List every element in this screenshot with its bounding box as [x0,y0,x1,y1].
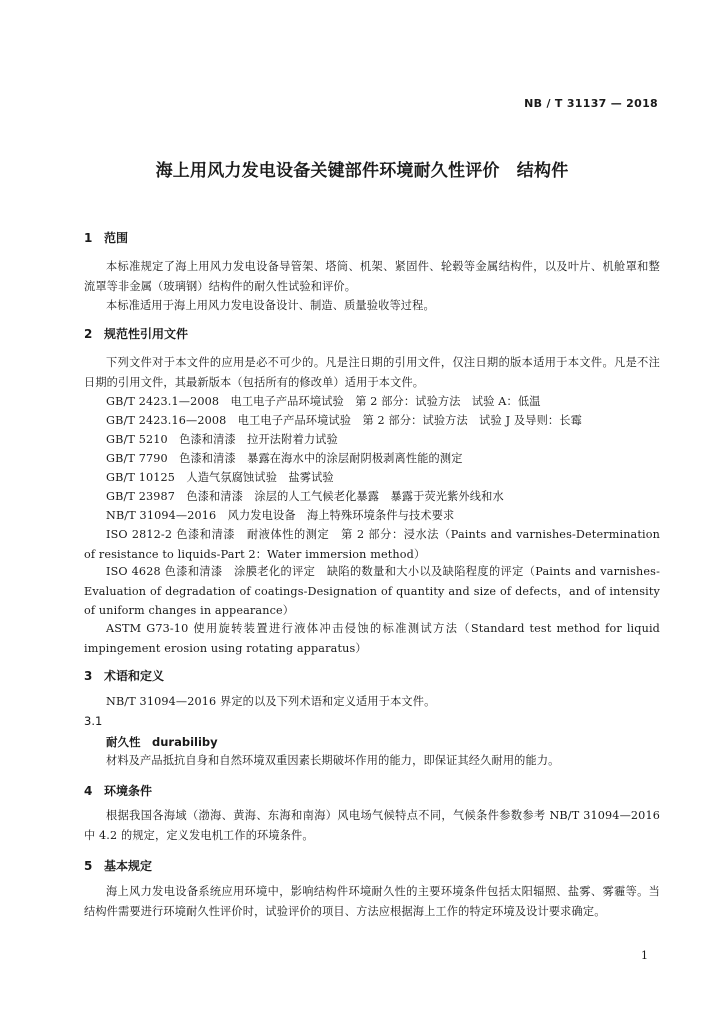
section-number: 2 [84,327,93,341]
basic-paragraph: 海上风力发电设备系统应用环境中，影响结构件环境耐久性的主要环境条件包括太阳辐照、盐雾、雾霾等。当结构件需要进行环境耐久性评价时，试验评价的项目、方法应根据海上工作的特定环境及设计要求确定。 [84,885,660,918]
normative-intro: 下列文件对于本文件的应用是必不可少的。凡是注日期的引用文件，仅注日期的版本适用于本文件。凡是不注日期的引用文件，其最新版本（包括所有的修改单）适用于本文件。 [84,356,660,389]
section-2-heading [84,325,188,342]
section-number: 5 [84,859,93,873]
section-number: 3 [84,669,93,683]
scope-paragraph-1: 本标准规定了海上用风力发电设备导管架、塔筒、机架、紧固件、轮毂等金属结构件，以及叶片、机舱罩和整流罩等非金属（玻璃钢）结构件的耐久性试验和评价。 [84,260,660,293]
section-number: 1 [84,231,93,245]
section-title: 基本规定 [104,859,153,873]
reference-item-astm-g73: ASTM G73-10 使用旋转装置进行液体冲击侵蚀的标准测试方法（Standard test method for liquid impingement erosion using rotating apparatus） [84,622,660,655]
reference-item-iso-2812: ISO 2812-2 色漆和清漆 耐液体性的测定 第 2 部分：浸水法（Paints and varnishes-Determination of resistance to liquids-Part 2：Water immersion method） [84,528,660,561]
section-title: 术语和定义 [104,669,165,683]
reference-item: GB/T 2423.1—2008 电工电子产品环境试验 第 2 部分：试验方法 试验 A：低温 [106,395,541,408]
environment-paragraph: 根据我国各海域（渤海、黄海、东海和南海）风电场气候特点不同，气候条件参数参考 NB/T 31094—2016 中 4.2 的规定，定义发电机工作的环境条件。 [84,809,660,842]
standard-code: NB / T 31137 — 2018 [524,97,658,110]
section-1-heading [84,229,128,246]
section-5-heading [84,857,152,874]
reference-item: GB/T 23987 色漆和清漆 涂层的人工气候老化暴露 暴露于荧光紫外线和水 [106,490,504,503]
reference-item: NB/T 31094—2016 风力发电设备 海上特殊环境条件与技术要求 [106,509,455,522]
reference-item-iso-4628: ISO 4628 色漆和清漆 涂膜老化的评定 缺陷的数量和大小以及缺陷程度的评定（Paints and varnishes-Evaluation of degradation of coatings-Designation of quantity and size of defects，and of intensity of uniform changes in appearance） [84,565,660,617]
term-title: 耐久性 durabiliby [106,735,218,749]
section-title: 环境条件 [104,784,153,798]
reference-item: GB/T 5210 色漆和清漆 拉开法附着力试验 [106,433,338,446]
reference-item: GB/T 10125 人造气氛腐蚀试验 盐雾试验 [106,471,334,484]
terms-intro: NB/T 31094—2016 界定的以及下列术语和定义适用于本文件。 [106,695,436,708]
document-title: 海上用风力发电设备关键部件环境耐久性评价 结构件 [155,161,569,181]
term-number: 3.1 [84,714,103,728]
section-3-heading [84,667,164,684]
section-title: 规范性引用文件 [104,327,189,341]
term-definition: 材料及产品抵抗自身和自然环境双重因素长期破坏作用的能力，即保证其经久耐用的能力。 [106,754,560,767]
section-4-heading [84,782,152,799]
section-number: 4 [84,784,93,798]
scope-paragraph-2: 本标准适用于海上用风力发电设备设计、制造、质量验收等过程。 [106,299,435,312]
reference-item: GB/T 7790 色漆和清漆 暴露在海水中的涂层耐阴极剥离性能的测定 [106,452,463,465]
section-title: 范围 [104,231,129,245]
page-number: 1 [641,949,648,962]
reference-item: GB/T 2423.16—2008 电工电子产品环境试验 第 2 部分：试验方法 试验 J 及导则：长霉 [106,414,582,427]
